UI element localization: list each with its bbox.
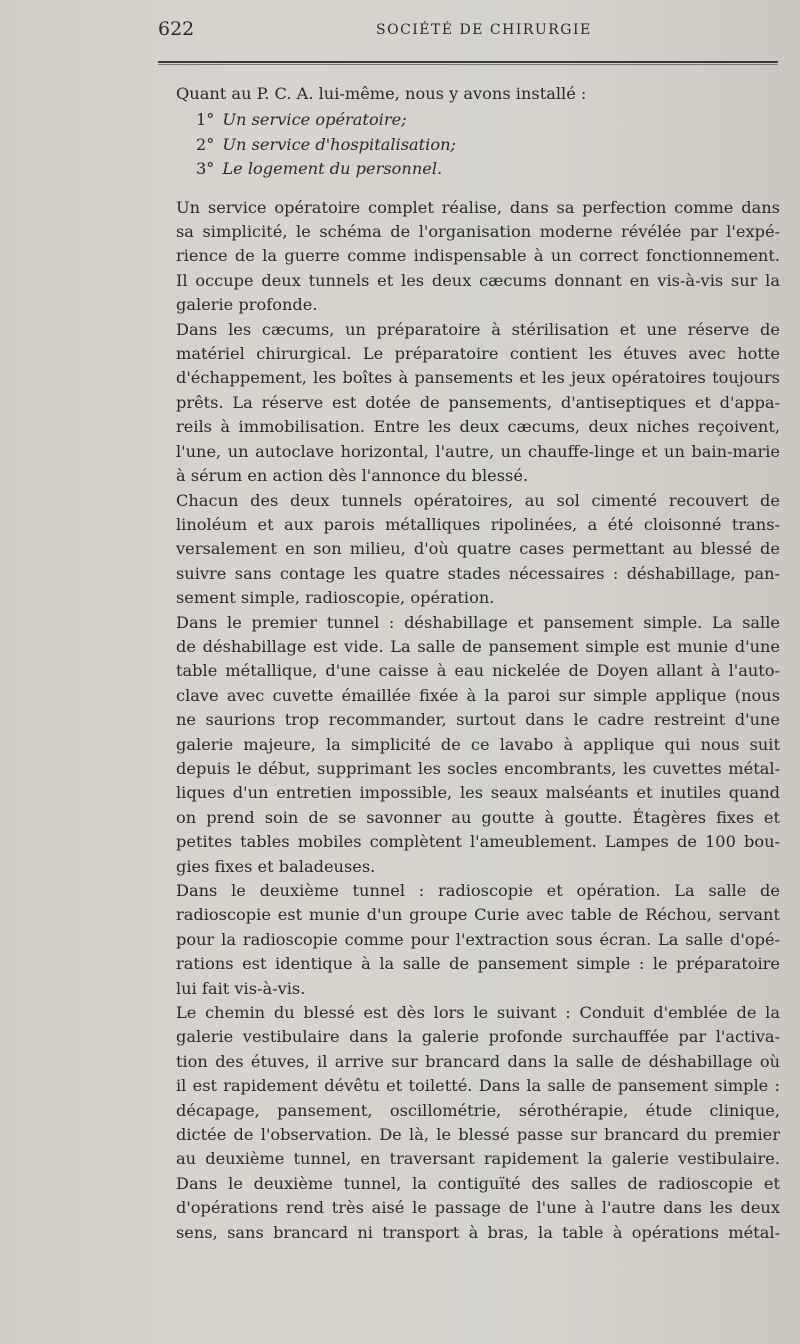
text-line: l'une, un autoclave horizontal, l'autre, un chauffe-linge et un bain-marie bbox=[176, 441, 780, 461]
text-line: au deuxième tunnel, en traversant rapidement la galerie vestibulaire. bbox=[176, 1149, 780, 1169]
text-line: petites tables mobiles complètent l'ameublement. Lampes de 100 bou- bbox=[176, 832, 780, 852]
paragraph bbox=[158, 611, 780, 879]
text-line: de déshabillage est vide. La salle de pansement simple est munie d'une bbox=[176, 636, 780, 656]
text-line: d'échappement, les boîtes à pansements et les jeux opératoires toujours bbox=[176, 368, 780, 388]
text-line: liques d'un entretien impossible, les seaux malséants et inutiles quand bbox=[176, 783, 780, 803]
page-number: 622 bbox=[158, 18, 195, 40]
list-label: Le logement du personnel. bbox=[222, 159, 443, 179]
text-line: il est rapidement dévêtu et toiletté. Dans la salle de pansement simple : bbox=[176, 1076, 780, 1096]
text-line: décapage, pansement, oscillométrie, sérothérapie, étude clinique, bbox=[176, 1100, 780, 1120]
text-line: galerie profonde. bbox=[176, 295, 318, 315]
text-line: linoléum et aux parois métalliques ripolinées, a été cloisonné trans- bbox=[176, 514, 780, 534]
running-head: SOCIÉTÉ DE CHIRURGIE bbox=[376, 22, 592, 38]
text-line: gies fixes et baladeuses. bbox=[176, 856, 376, 876]
text-line: depuis le début, supprimant les socles encombrants, les cuvettes métal- bbox=[176, 758, 780, 778]
paragraph bbox=[158, 196, 780, 318]
page-header bbox=[158, 18, 778, 44]
text-line: radioscopie est munie d'un groupe Curie avec table de Réchou, servant bbox=[176, 905, 780, 925]
text-line: lui fait vis-à-vis. bbox=[176, 978, 306, 998]
list-number: 2° bbox=[196, 134, 215, 154]
text-line: d'opérations rend très aisé le passage de l'une à l'autre dans les deux bbox=[176, 1198, 780, 1218]
paragraph bbox=[158, 879, 780, 1001]
text-line: Le chemin du blessé est dès lors le suivant : Conduit d'emblée de la bbox=[176, 1003, 780, 1023]
text-line: Un service opératoire complet réalise, dans sa perfection comme dans bbox=[176, 197, 780, 217]
text-line: rience de la guerre comme indispensable à un correct fonctionnement. bbox=[176, 246, 780, 266]
header-rule-thin bbox=[158, 64, 778, 65]
intro-sentence: Quant au P. C. A. lui-même, nous y avons installé : bbox=[176, 84, 587, 103]
text-line: matériel chirurgical. Le préparatoire contient les étuves avec hotte bbox=[176, 344, 780, 364]
list-number: 1° bbox=[196, 110, 215, 130]
text-line: Chacun des deux tunnels opératoires, au sol cimenté recouvert de bbox=[176, 490, 780, 510]
text-line: Dans le premier tunnel : déshabillage et pansement simple. La salle bbox=[176, 612, 780, 632]
text-line: galerie vestibulaire dans la galerie profonde surchauffée par l'activa- bbox=[176, 1027, 780, 1047]
text-line: pour la radioscopie comme pour l'extraction sous écran. La salle d'opé- bbox=[176, 929, 780, 949]
paragraph bbox=[158, 318, 780, 489]
text-line: dictée de l'observation. De là, le blessé passe sur brancard du premier bbox=[176, 1125, 780, 1145]
text-line: Dans les cæcums, un préparatoire à stérilisation et une réserve de bbox=[176, 319, 780, 339]
list-item bbox=[196, 108, 780, 132]
text-line: tion des étuves, il arrive sur brancard dans la salle de déshabillage où bbox=[176, 1051, 780, 1071]
text-line: sement simple, radioscopie, opération. bbox=[176, 588, 495, 608]
text-line: clave avec cuvette émaillée fixée à la paroi sur simple applique (nous bbox=[176, 685, 780, 705]
text-line: reils à immobilisation. Entre les deux cæcums, deux niches reçoivent, bbox=[176, 417, 780, 437]
text-line: suivre sans contage les quatre stades nécessaires : déshabillage, pan- bbox=[176, 563, 780, 583]
text-line: Il occupe deux tunnels et les deux cæcums donnant en vis-à-vis sur la bbox=[176, 270, 780, 290]
text-line: on prend soin de se savonner au goutte à goutte. Étagères fixes et bbox=[176, 807, 780, 827]
text-line: Dans le deuxième tunnel, la contiguïté des salles de radioscopie et bbox=[176, 1173, 780, 1193]
text-line: sens, sans brancard ni transport à bras, la table à opérations métal- bbox=[176, 1222, 780, 1242]
text-line: versalement en son milieu, d'où quatre cases permettant au blessé de bbox=[176, 539, 780, 559]
body-paragraphs bbox=[158, 196, 780, 1245]
services-list bbox=[196, 108, 780, 181]
text-line: table métallique, d'une caisse à eau nickelée de Doyen allant à l'auto- bbox=[176, 661, 780, 681]
text-line: ne saurions trop recommander, surtout dans le cadre restreint d'une bbox=[176, 710, 780, 730]
paragraph bbox=[158, 489, 780, 611]
list-label: Un service opératoire; bbox=[222, 110, 407, 130]
list-item bbox=[196, 133, 780, 157]
text-line: prêts. La réserve est dotée de pansements, d'antiseptiques et d'appa- bbox=[176, 392, 780, 412]
list-item bbox=[196, 157, 780, 181]
text-line: rations est identique à la salle de pansement simple : le préparatoire bbox=[176, 954, 780, 974]
text-line: sa simplicité, le schéma de l'organisation moderne révélée par l'expé- bbox=[176, 222, 780, 242]
text-line: Dans le deuxième tunnel : radioscopie et opération. La salle de bbox=[176, 881, 780, 900]
list-number: 3° bbox=[196, 159, 215, 179]
list-label: Un service d'hospitalisation; bbox=[222, 134, 456, 154]
paragraph bbox=[158, 1001, 780, 1245]
page-body bbox=[158, 82, 780, 1245]
text-line: à sérum en action dès l'annonce du blessé. bbox=[176, 466, 529, 486]
text-line: galerie majeure, la simplicité de ce lavabo à applique qui nous suit bbox=[176, 734, 780, 754]
header-rule bbox=[158, 61, 778, 63]
